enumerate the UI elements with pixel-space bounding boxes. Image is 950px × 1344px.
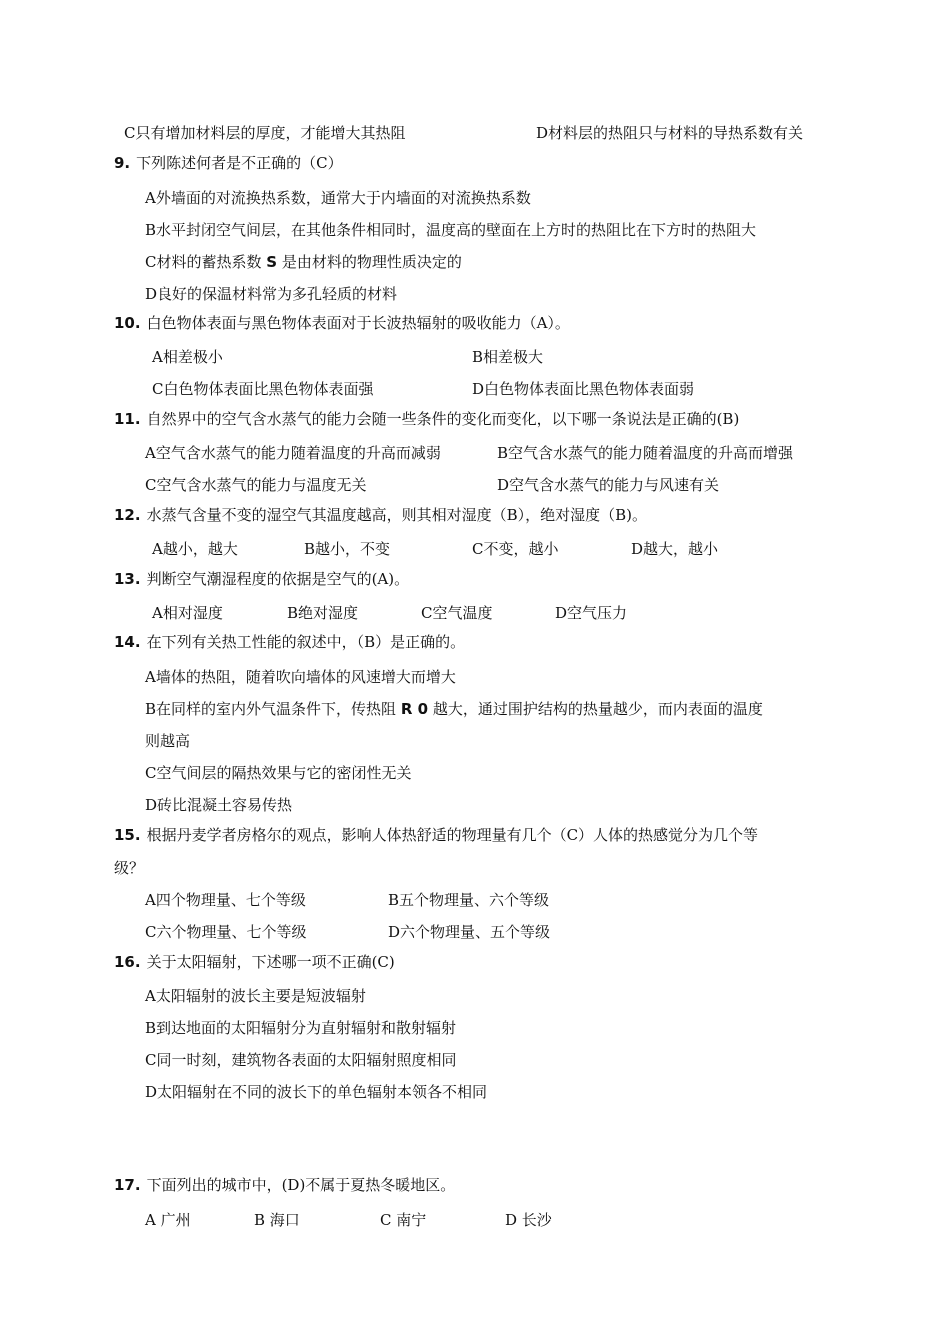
- q13-option-d: D空气压力: [555, 604, 628, 622]
- q9-option-d: D良好的保温材料常为多孔轻质的材料: [145, 285, 398, 303]
- q14-option-b: [145, 699, 763, 719]
- q11-option-d: D空气含水蒸气的能力与风速有关: [497, 476, 720, 494]
- q14-stem-line: [114, 632, 465, 652]
- q10-option-d: D白色物体表面比黑色物体表面弱: [472, 380, 695, 398]
- q8-option-d: D材料层的热阻只与材料的导热系数有关: [536, 124, 804, 142]
- q9-number: 9.: [114, 154, 131, 172]
- q14-option-b-pre: B在同样的室内外气温条件下，传热阻: [145, 700, 397, 718]
- q10-option-b: B相差极大: [472, 348, 544, 366]
- q16-stem: 关于太阳辐射，下述哪一项不正确(C): [146, 953, 395, 971]
- q10-number: 10.: [114, 314, 141, 332]
- q13-stem: 判断空气潮湿程度的依据是空气的(A)。: [146, 570, 410, 588]
- q10-option-c: C白色物体表面比黑色物体表面强: [152, 380, 374, 398]
- q13-option-c: C空气温度: [421, 604, 493, 622]
- q12-stem: 水蒸气含量不变的湿空气其温度越高，则其相对湿度（B），绝对湿度（B)。: [146, 506, 647, 524]
- q15-number: 15.: [114, 826, 141, 844]
- q17-number: 17.: [114, 1176, 141, 1194]
- q16-option-a: A太阳辐射的波长主要是短波辐射: [145, 987, 366, 1005]
- q9-option-c: [145, 252, 462, 272]
- q12-option-c: C不变，越小: [472, 540, 559, 558]
- q17-stem: 下面列出的城市中，(D)不属于夏热冬暖地区。: [146, 1176, 456, 1194]
- q15-option-b: B五个物理量、六个等级: [388, 891, 550, 909]
- q13-option-b: B绝对湿度: [287, 604, 359, 622]
- q14-number: 14.: [114, 633, 141, 651]
- q17-option-c: C 南宁: [380, 1211, 427, 1229]
- q17-option-a: A 广州: [145, 1211, 191, 1229]
- q10-stem: 白色物体表面与黑色物体表面对于长波热辐射的吸收能力（A）。: [146, 314, 570, 332]
- q16-option-d: D太阳辐射在不同的波长下的单色辐射本领各不相同: [145, 1083, 488, 1101]
- q12-stem-line: [114, 505, 647, 525]
- q11-stem-line: [114, 409, 739, 429]
- q11-number: 11.: [114, 410, 141, 428]
- q15-stem-line: [114, 825, 758, 845]
- q14-option-b-post: 越大，通过围护结构的热量越少，而内表面的温度: [432, 700, 763, 718]
- q11-stem: 自然界中的空气含水蒸气的能力会随一些条件的变化而变化，以下哪一条说法是正确的(B): [146, 410, 740, 428]
- q9-option-c-pre: C材料的蓄热系数: [145, 253, 262, 271]
- q9-stem-line: [114, 153, 343, 173]
- q14-option-c: C空气间层的隔热效果与它的密闭性无关: [145, 764, 412, 782]
- q12-option-d: D越大，越小: [631, 540, 719, 558]
- q12-number: 12.: [114, 506, 141, 524]
- q16-stem-line: [114, 952, 395, 972]
- q16-option-b: B到达地面的太阳辐射分为直射辐射和散射辐射: [145, 1019, 457, 1037]
- q11-option-b: B空气含水蒸气的能力随着温度的升高而增强: [497, 444, 794, 462]
- q15-option-a: A四个物理量、七个等级: [145, 891, 306, 909]
- q13-number: 13.: [114, 570, 141, 588]
- q14-option-b-continued: 则越高: [145, 732, 191, 750]
- q17-stem-line: [114, 1175, 455, 1195]
- q9-option-c-symbol: S: [266, 253, 278, 271]
- q15-stem-continued: 级？: [114, 859, 145, 877]
- q15-option-d: D六个物理量、五个等级: [388, 923, 551, 941]
- q9-stem: 下列陈述何者是不正确的（C）: [136, 154, 343, 172]
- q10-stem-line: [114, 313, 570, 333]
- q13-stem-line: [114, 569, 409, 589]
- q15-stem: 根据丹麦学者房格尔的观点，影响人体热舒适的物理量有几个（C）人体的热感觉分为几个等: [146, 826, 759, 844]
- q14-option-d: D砖比混凝土容易传热: [145, 796, 293, 814]
- q11-option-c: C空气含水蒸气的能力与温度无关: [145, 476, 367, 494]
- q9-option-b: B水平封闭空气间层，在其他条件相同时，温度高的壁面在上方时的热阻比在下方时的热阻大: [145, 221, 757, 239]
- q17-option-b: B 海口: [254, 1211, 300, 1229]
- q14-stem: 在下列有关热工性能的叙述中，（B）是正确的。: [146, 633, 466, 651]
- q15-option-c: C六个物理量、七个等级: [145, 923, 307, 941]
- q14-option-a: A墙体的热阻，随着吹向墙体的风速增大而增大: [145, 668, 456, 686]
- q9-option-c-post: 是由材料的物理性质决定的: [281, 253, 462, 271]
- q16-number: 16.: [114, 953, 141, 971]
- q17-option-d: D 长沙: [505, 1211, 552, 1229]
- q16-option-c: C同一时刻，建筑物各表面的太阳辐射照度相同: [145, 1051, 457, 1069]
- q13-option-a: A相对湿度: [152, 604, 223, 622]
- q12-option-a: A越小，越大: [152, 540, 238, 558]
- q14-option-b-symbol: R 0: [400, 700, 429, 718]
- q11-option-a: A空气含水蒸气的能力随着温度的升高而减弱: [145, 444, 441, 462]
- q10-option-a: A相差极小: [152, 348, 223, 366]
- q9-option-a: A外墙面的对流换热系数，通常大于内墙面的对流换热系数: [145, 189, 531, 207]
- q12-option-b: B越小，不变: [304, 540, 391, 558]
- q8-option-c: C只有增加材料层的厚度，才能增大其热阻: [124, 124, 406, 142]
